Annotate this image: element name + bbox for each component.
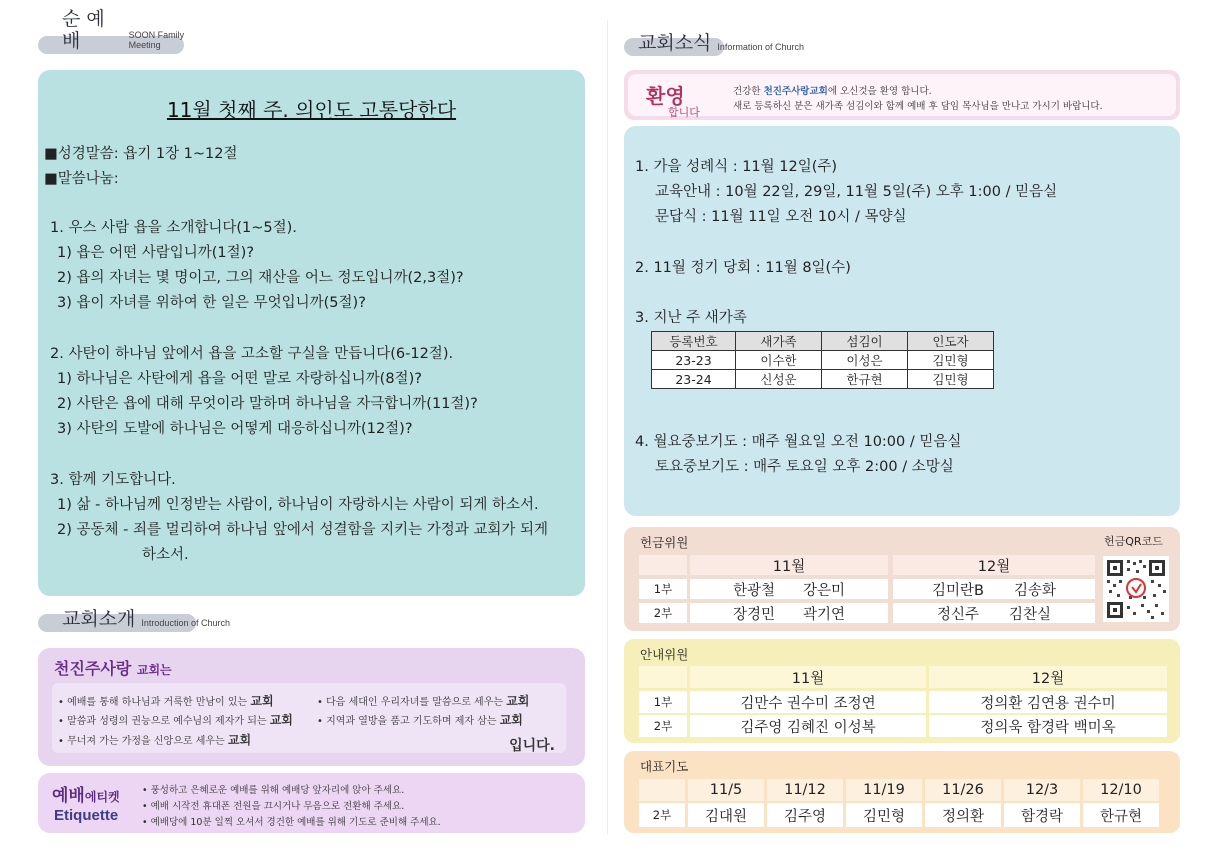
prayer-heading: 3. 함께 기도합니다. [50,472,176,488]
offering-names: 정신주 김찬실 [893,603,1095,623]
service-label: 2부 [639,715,687,737]
question-heading: 1. 우스 사람 욥을 소개합니다(1~5절). [50,220,297,236]
intro-section-subtitle: Introduction of Church [141,618,230,628]
intro-title: 천진주사랑 교회는 [54,659,172,678]
news-item: 교육안내 : 10월 22일, 29일, 11월 5일(주) 오후 1:00 / 믿음실 [655,184,1058,200]
worship-section-header [38,8,218,52]
intro-item: • 다음 세대인 우리자녀를 말씀으로 세우는 교회 [317,694,530,708]
news-item: 4. 월요중보기도 : 매주 월요일 오전 10:00 / 믿음실 [635,434,962,450]
center-divider [607,20,608,835]
ushers-title: 안내위원 [640,647,689,662]
prayer-item: 1) 삶 - 하나님께 인정받는 사람이, 하나님이 자랑하시는 사람이 되게 하소서. [57,497,539,513]
service-label: 2부 [639,603,687,623]
service-label: 1부 [639,579,687,599]
intro-item: • 무너져 가는 가정을 신앙으로 세우는 교회 [58,733,252,747]
news-section-title: 교회소식 [638,32,712,54]
welcome-small-text: 합니다 [668,106,700,119]
prayer-leader-name: 김대원 [688,803,764,827]
ushers-month-header: 12월 [929,666,1167,688]
etiquette-item: • 예배당에 10분 일찍 오셔서 경건한 예배를 위해 기도로 준비해 주세요. [142,817,441,828]
news-section-header [624,32,844,54]
etiquette-item: • 풍성하고 은혜로운 예배를 위해 예배당 앞자리에 앉아 주세요. [142,785,405,796]
discussion-label: ■말씀나눔: [44,171,119,187]
prayer-date: 12/3 [1004,779,1080,801]
prayer-date: 12/10 [1083,779,1159,801]
table-row: 23-23 이수한 이성은 김민형 [652,351,994,370]
church-intro-panel [38,648,585,766]
etiquette-english-title: Etiquette [54,807,119,824]
prayer-leader-name: 함경락 [1004,803,1080,827]
offering-names: 김미란B 김송화 [893,579,1095,599]
intro-section-header [38,608,278,630]
ushers-month-header: 11월 [690,666,926,688]
news-item: 토요중보기도 : 매주 토요일 오후 2:00 / 소망실 [655,459,954,475]
etiquette-item: • 예배 시작전 휴대폰 전원을 끄시거나 무음으로 전환해 주세요. [142,801,405,812]
news-item: 3. 지난 주 새가족 [635,310,747,326]
welcome-banner [624,70,1180,120]
usher-names: 정의욱 함경락 백미옥 [929,715,1167,737]
prayer-leader-name: 김민형 [846,803,922,827]
worship-section-title: 순 예배 [62,8,105,52]
welcome-line: 건강한 천진주사랑교회에 오신것을 환영 합니다. [733,86,932,97]
offering-month-header: 12월 [893,555,1095,575]
prayer-title: 대표기도 [640,759,689,774]
etiquette-panel [38,773,585,833]
service-label: 1부 [639,691,687,713]
table-row: 23-24 신성운 한규현 김민형 [652,370,994,389]
news-section-subtitle: Information of Church [717,42,804,52]
intro-section-title: 교회소개 [62,608,136,630]
news-item: 문답식 : 11월 11일 오전 10시 / 목양실 [655,209,907,225]
question-item: 1) 욥은 어떤 사람입니까(1절)? [57,245,255,261]
welcome-line: 새로 등록하신 분은 새가족 섬김이와 함께 예배 후 담임 목사님을 만나고 가시기 바랍니다. [733,101,1103,112]
prayer-date: 11/26 [925,779,1001,801]
prayer-date: 11/12 [767,779,843,801]
question-heading: 2. 사탄이 하나님 앞에서 욥을 고소할 구실을 만듭니다(6-12절). [50,346,454,362]
intro-item: • 지역과 열방을 품고 기도하며 제자 삼는 교회 [317,713,523,727]
newcomer-table [651,331,994,389]
prayer-leader-name: 정의환 [925,803,1001,827]
question-item: 3) 사탄의 도발에 하나님은 어떻게 대응하십니까(12절)? [57,421,413,437]
intro-ending: 입니다. [509,738,555,754]
welcome-big-text: 환영 [646,84,685,108]
offering-qr-code[interactable] [1103,556,1169,622]
offering-names: 장경민 곽기연 [690,603,888,623]
offering-names: 한광철 강은미 [690,579,888,599]
service-label: 2부 [639,803,685,827]
sermon-title: 11월 첫째 주. 의인도 고통당한다 [166,98,457,122]
question-item: 2) 사탄은 욥에 대해 무엇이라 말하며 하나님을 자극합니까(11절)? [57,396,478,412]
offering-month-header: 11월 [690,555,888,575]
prayer-item: 2) 공동체 - 죄를 멀리하여 하나님 앞에서 성결함을 지키는 가정과 교회가 되게 [57,522,549,538]
church-name: 천진주사랑교회 [763,86,828,97]
question-item: 3) 욥이 자녀를 위하여 한 일은 무엇입니까(5절)? [57,295,366,311]
question-item: 2) 욥의 자녀는 몇 명이고, 그의 재산을 어느 정도입니까(2,3절)? [57,270,464,286]
question-item: 1) 하나님은 사탄에게 욥을 어떤 말로 자랑하십니까(8절)? [57,371,422,387]
prayer-item-continued: 하소서. [142,547,189,563]
scripture-line: ■성경말씀: 욥기 1장 1~12절 [44,146,238,162]
worship-section-subtitle: SOON Family Meeting [128,30,185,50]
prayer-date: 11/19 [846,779,922,801]
usher-names: 김만수 권수미 조정연 [690,691,926,713]
table-header-row: 등록번호 새가족 섬김이 인도자 [652,332,994,351]
offering-qr-label: 헌금QR코드 [1104,535,1163,548]
intro-item: • 예배를 통해 하나님과 거룩한 만남이 있는 교회 [58,694,274,708]
usher-names: 김주영 김혜진 이성복 [690,715,926,737]
news-item: 1. 가을 성례식 : 11월 12일(주) [635,159,838,175]
intro-item: • 말씀과 성령의 권능으로 예수님의 제자가 되는 교회 [58,713,293,727]
prayer-leader-name: 한규현 [1083,803,1159,827]
etiquette-title: 예배에티켓 [52,786,120,806]
usher-names: 정의환 김연용 권수미 [929,691,1167,713]
prayer-date: 11/5 [688,779,764,801]
prayer-leader-name: 김주영 [767,803,843,827]
offering-title: 헌금위원 [640,535,689,550]
news-item: 2. 11월 정기 당회 : 11월 8일(수) [635,260,851,276]
